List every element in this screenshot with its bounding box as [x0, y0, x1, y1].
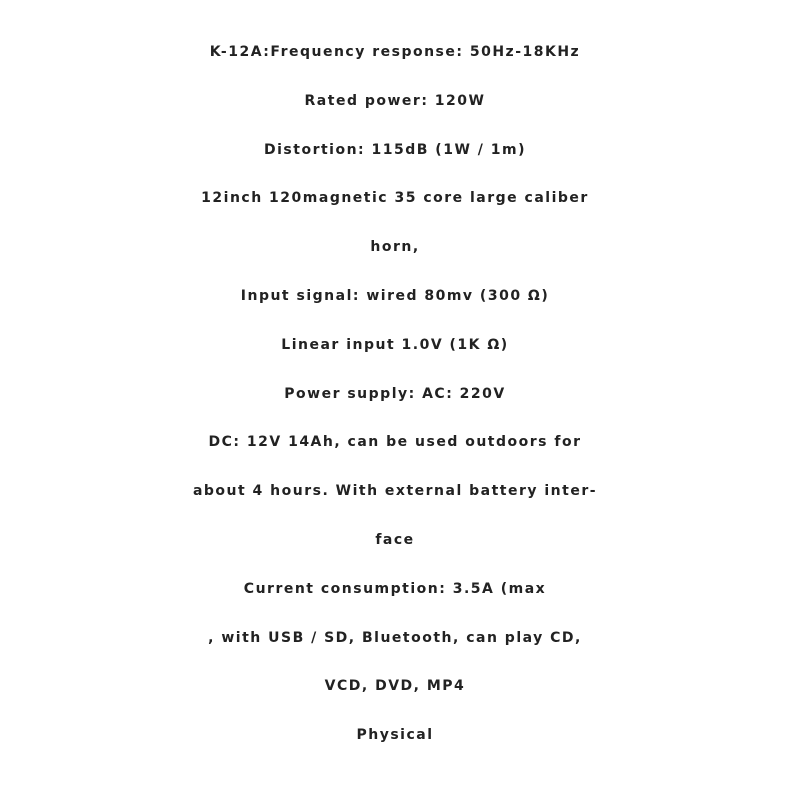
- spec-playback-line-1: , with USB / SD, Bluetooth, can play CD,: [208, 629, 582, 646]
- spec-horn-line-2: horn,: [370, 239, 420, 256]
- spec-dc-line-2: about 4 hours. With external battery inter-: [192, 483, 598, 500]
- spec-dc-line-1: DC: 12V 14Ah, can be used outdoors for: [208, 434, 582, 451]
- spec-horn-line-1: 12inch 120magnetic 35 core large caliber: [201, 190, 589, 207]
- spec-playback-line-2: VCD, DVD, MP4: [324, 678, 466, 695]
- spec-input-signal: Input signal: wired 80mv (300 Ω): [240, 287, 550, 304]
- spec-physical: Physical: [356, 727, 434, 744]
- spec-linear-input: Linear input 1.0V (1K Ω): [281, 336, 509, 353]
- spec-rated-power: Rated power: 120W: [304, 92, 486, 109]
- spec-sheet: [0, 28, 790, 760]
- spec-frequency-response: K-12A:Frequency response: 50Hz-18KHz: [209, 44, 581, 60]
- spec-dc-line-3: face: [375, 531, 415, 548]
- spec-current-consumption: Current consumption: 3.5A (max: [243, 580, 547, 597]
- spec-distortion: Distortion: 115dB (1W / 1m): [264, 141, 526, 158]
- spec-power-supply: Power supply: AC: 220V: [284, 385, 506, 402]
